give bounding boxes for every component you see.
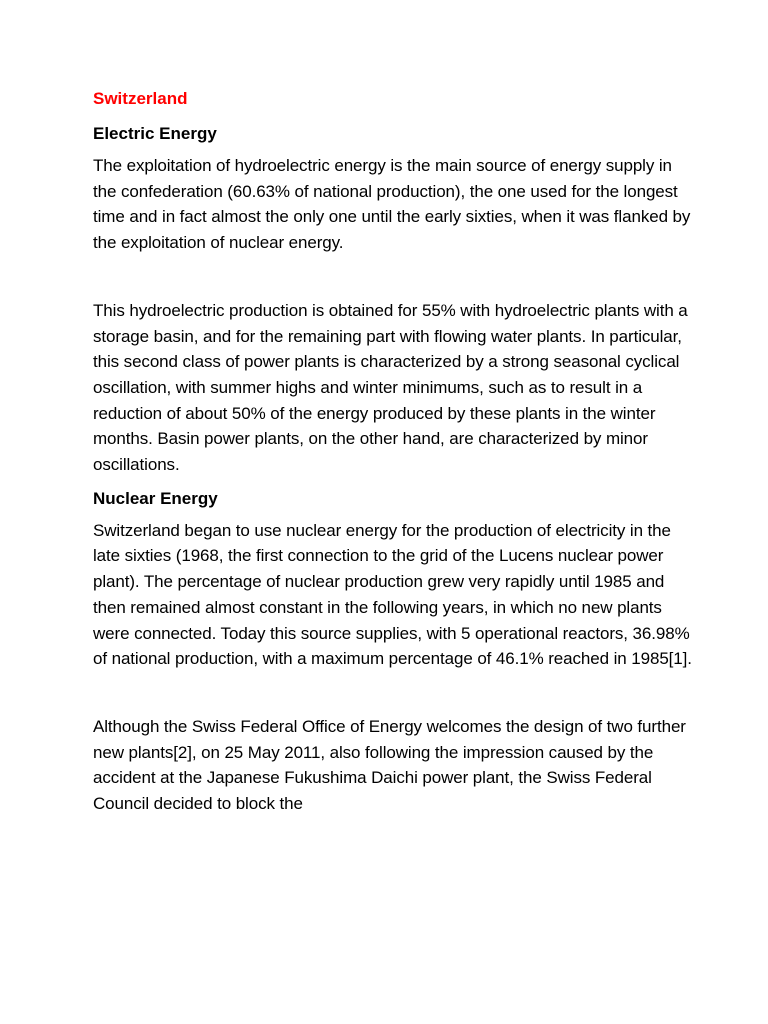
paragraph-spacer: [93, 672, 693, 714]
section-spacer: [93, 478, 693, 488]
document-title: Switzerland: [93, 89, 188, 108]
section-heading-electric-energy: Electric Energy: [93, 124, 217, 143]
paragraph-nuclear-policy: Although the Swiss Federal Office of Energy welcomes the design of two further new plants[2], on 25 May 2011, also following the impression caused by the accident at the Japanese Fukushima Daichi power plant, the Swiss Federal Council decided to block the: [93, 716, 686, 814]
document-body: [93, 88, 693, 817]
paragraph-hydroelectric-production: This hydroelectric production is obtained for 55% with hydroelectric plants with a storage basin, and for the remaining part with flowing water plants. In particular, this second class of power plants is characterized by a strong seasonal cyclical oscillation, with summer highs and winter minimums, such as to result in a reduction of about 50% of the energy produced by these plants in the winter months. Basin power plants, on the other hand, are characterized by minor oscillations.: [93, 300, 688, 475]
paragraph-hydroelectric-intro: The exploitation of hydroelectric energy is the main source of energy supply in the confederation (60.63% of national production), the one used for the longest time and in fact almost the only one until the early sixties, when it was flanked by the exploitation of nuclear energy.: [93, 156, 691, 253]
section-heading-nuclear-energy: Nuclear Energy: [93, 488, 218, 508]
paragraph-nuclear-history: Switzerland began to use nuclear energy for the production of electricity in the late sixties (1968, the first connection to the grid of the Lucens nuclear power plant). The percentage of nuclear production grew very rapidly until 1985 and then remained almost constant in the following years, in which no new plants were connected. Today this source supplies, with 5 operational reactors, 36.98% of national production, with a maximum percentage of 46.1% reached in 1985[1].: [93, 520, 692, 669]
paragraph-spacer: [93, 256, 693, 298]
